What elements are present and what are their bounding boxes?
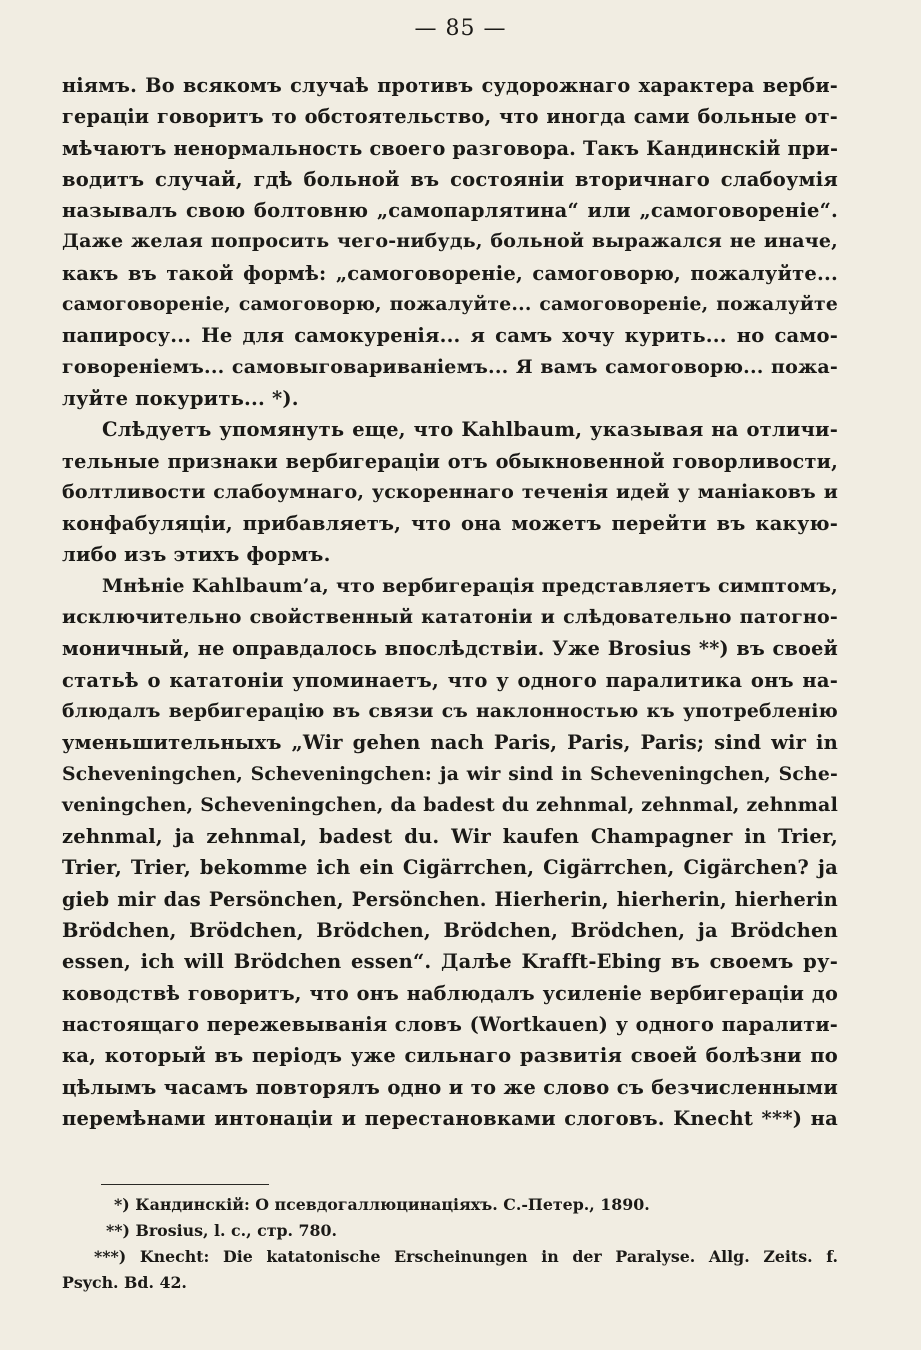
text-line: называлъ свою болтовню „самопарлятина“ или „самоговореніе“.	[62, 199, 838, 223]
text-line: мѣчаютъ ненормальность своего разговора. Такъ Кандинскій при-	[62, 136, 839, 160]
text-line: самоговореніе, самоговорю, пожалуйте... самоговореніе, пожалуйте	[62, 293, 838, 316]
text-line: блюдалъ вербигерацію въ связи съ наклонностью къ употребленію	[62, 699, 838, 722]
text-line: тельные признаки вербигераціи отъ обыкновенной говорливости,	[62, 449, 838, 473]
text-line: гераціи говоритъ то обстоятельство, что иногда сами больные от-	[62, 105, 838, 129]
footnote-rule	[101, 1184, 269, 1185]
text-line: уменьшительныхъ „Wir gehen nach Paris, Paris, Paris; sind wir in	[62, 731, 838, 755]
text-line: zehnmal, ja zehnmal, badest du. Wir kaufen Champagner in Trier,	[62, 825, 838, 849]
text-line: какъ въ такой формѣ: „самоговореніе, самоговорю, пожалуйте...	[62, 261, 838, 285]
text-line: ка, который въ періодъ уже сильнаго развитія своей болѣзни по	[62, 1044, 838, 1068]
footnote: *) Кандинскій: О псевдогаллюцинаціяхъ. С.-Петер., 1890.	[114, 1195, 650, 1214]
text-line: луйте покурить... *).	[62, 386, 299, 410]
text-line: gieb mir das Persönchen, Persönchen. Hierherin, hierherin, hierherin	[62, 887, 838, 911]
body-text	[62, 70, 838, 1134]
footnote: **) Brosius, l. c., стр. 780.	[106, 1221, 338, 1240]
paragraph	[62, 571, 838, 1134]
paragraph	[62, 414, 838, 570]
text-line: Слѣдуетъ упомянуть еще, что Kahlbaum, указывая на отличи-	[102, 418, 838, 442]
footnotes	[62, 1192, 838, 1296]
paragraph	[62, 70, 838, 414]
text-line: цѣлымъ часамъ повторялъ одно и то же слово съ безчисленными	[62, 1075, 838, 1099]
text-line: Scheveningchen, Scheveningchen: ja wir sind in Scheveningchen, Sche-	[62, 762, 838, 785]
text-line: папиросу... Не для самокуренія... я самъ хочу курить... но само-	[62, 324, 838, 348]
text-line: Даже желая попросить чего-нибудь, больной выражался не иначе,	[62, 230, 838, 253]
page-number: — 85 —	[414, 16, 507, 41]
text-line: исключительно свойственный кататоніи и слѣдовательно патогно-	[62, 606, 838, 629]
text-line: Brödchen, Brödchen, Brödchen, Brödchen, Brödchen, ja Brödchen	[62, 919, 838, 943]
text-line: болтливости слабоумнаго, ускореннаго теченія идей у маніаковъ и	[62, 480, 838, 503]
footnote: ***) Knecht: Die katatonische Erscheinungen in der Paralyse. Allg. Zeits. f.	[94, 1247, 838, 1266]
text-line: водитъ случай, гдѣ больной въ состояніи вторичнаго слабоумія	[62, 167, 838, 191]
text-line: Мнѣніе Kahlbaum’a, что вербигерація представляетъ симптомъ,	[102, 574, 838, 597]
text-line: ководствѣ говоритъ, что онъ наблюдалъ усиленіе вербигераціи до	[62, 981, 838, 1005]
text-line: моничный, не оправдалось впослѣдствіи. Уже Brosius **) въ своей	[62, 637, 838, 661]
footnote-continuation: Psych. Bd. 42.	[62, 1273, 187, 1292]
text-line: конфабуляціи, прибавляетъ, что она можетъ перейти въ какую-	[62, 512, 838, 536]
text-line: настоящаго пережевыванія словъ (Wortkauen) у одного паралити-	[62, 1012, 838, 1036]
text-line: essen, ich will Brödchen essen“. Далѣе Krafft-Ebing въ своемъ ру-	[62, 950, 838, 974]
text-line: Trier, Trier, bekomme ich ein Cigärrchen, Cigärrchen, Cigärchen? ja	[62, 856, 838, 880]
text-line: veningchen, Scheveningchen, da badest du zehnmal, zehnmal, zehnmal	[62, 793, 838, 816]
text-line: либо изъ этихъ формъ.	[62, 543, 331, 567]
text-line: статьѣ о кататоніи упоминаетъ, что у одного паралитика онъ на-	[62, 668, 838, 692]
text-line: ніямъ. Во всякомъ случаѣ противъ судорожнаго характера верби-	[62, 74, 838, 97]
text-line: говореніемъ... самовыговариваніемъ... Я вамъ самоговорю... пожа-	[62, 355, 838, 378]
text-line: перемѣнами интонаціи и перестановками слоговъ. Knecht ***) на	[62, 1106, 838, 1130]
